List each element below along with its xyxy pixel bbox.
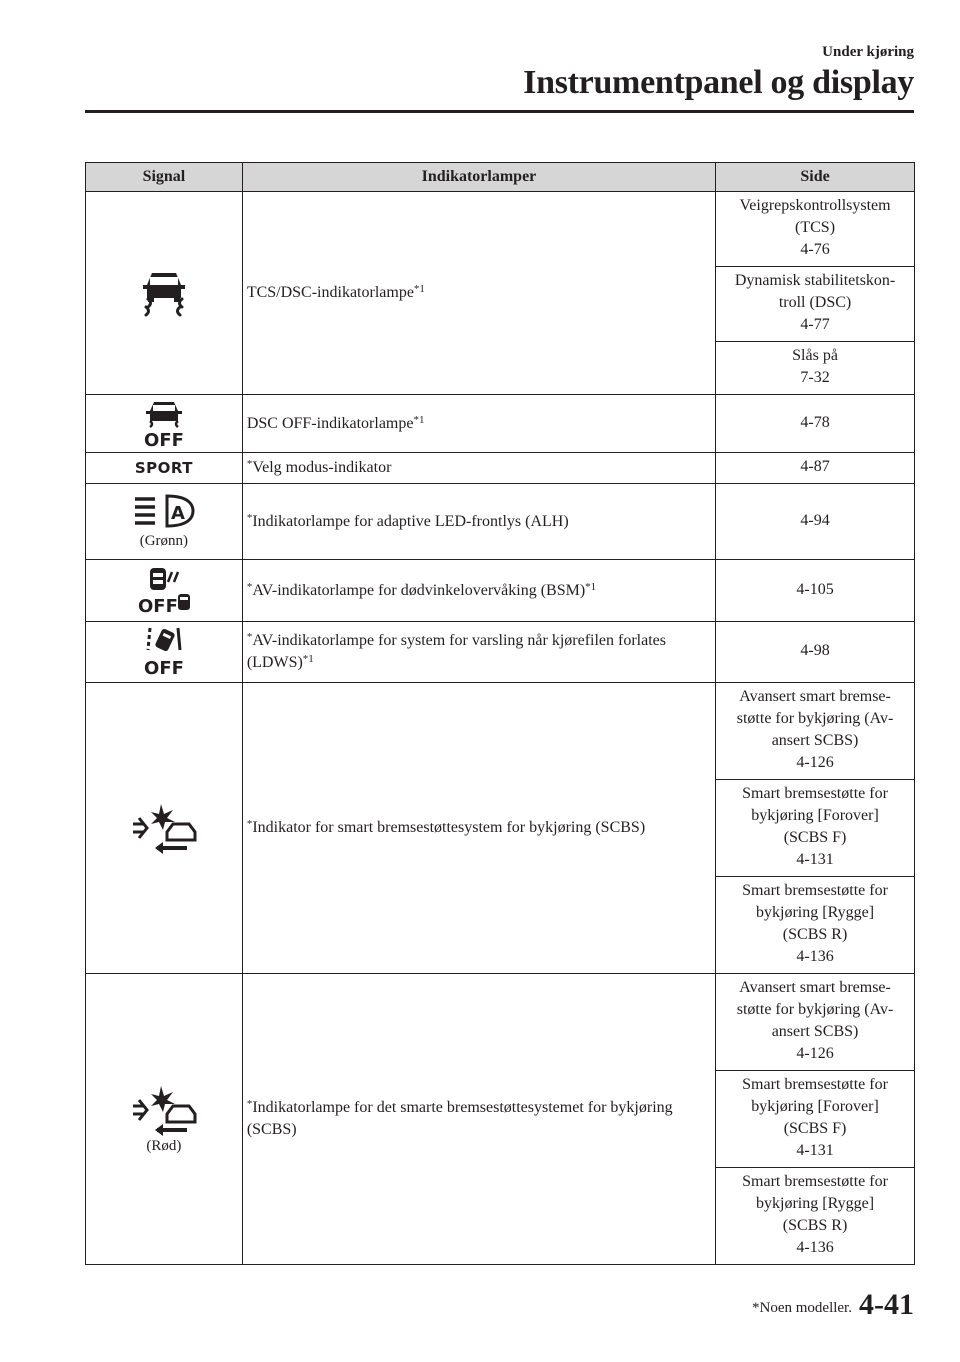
indicator-name: AV-indikatorlampe for system for varsling når kjørefilen forlates (LDWS) bbox=[246, 632, 666, 671]
indicator-name: DSC OFF-indikatorlampe bbox=[246, 414, 414, 432]
footnote-models: *Noen modeller. bbox=[752, 1300, 852, 1316]
indicator-cell bbox=[242, 192, 715, 395]
indicator-cell bbox=[242, 484, 715, 560]
side-cell bbox=[716, 877, 915, 974]
signal-color-label: (Rød) bbox=[146, 1137, 182, 1154]
svg-text:OFF: OFF bbox=[143, 658, 184, 678]
page-reference: Smart bremsestøtte for bykjøring [Forover] (SCBS F) 4-131 bbox=[742, 785, 888, 868]
side-cell bbox=[716, 1071, 915, 1168]
model-mark: * bbox=[246, 580, 253, 593]
indicator-name: Indikatorlampe for det smarte bremsestøttesystemet for bykjøring (SCBS) bbox=[246, 1099, 673, 1138]
footnote-mark: *1 bbox=[413, 283, 425, 295]
signal-cell bbox=[86, 395, 243, 453]
svg-text:A: A bbox=[170, 503, 185, 524]
side-cell bbox=[716, 974, 915, 1071]
indicator-name: TCS/DSC-indikatorlampe bbox=[246, 284, 414, 301]
signal-cell bbox=[86, 192, 243, 395]
indicator-cell bbox=[242, 974, 715, 1265]
page-reference: Smart bremsestøtte for bykjøring [Forover] (SCBS F) 4-131 bbox=[742, 1076, 888, 1159]
table-row bbox=[86, 622, 915, 683]
page-reference: Smart bremsestøtte for bykjøring [Rygge] (SCBS R) 4-136 bbox=[742, 1173, 888, 1256]
page-reference: 4-87 bbox=[800, 458, 830, 475]
page-reference: Smart bremsestøtte for bykjøring [Rygge] (SCBS R) 4-136 bbox=[742, 882, 888, 965]
page-title: Instrumentpanel og display bbox=[523, 64, 914, 101]
table-row bbox=[86, 484, 915, 560]
footnote-mark: *1 bbox=[302, 653, 314, 665]
scbs-icon bbox=[127, 802, 201, 854]
table-header-row bbox=[86, 163, 915, 192]
indicator-cell bbox=[242, 622, 715, 683]
side-cell bbox=[716, 395, 915, 453]
footnote-mark: *1 bbox=[585, 580, 597, 593]
model-mark: * bbox=[246, 631, 253, 643]
column-header: Side bbox=[716, 163, 915, 192]
side-cell bbox=[716, 560, 915, 622]
page-reference: Slås på 7-32 bbox=[792, 347, 838, 386]
indicator-cell bbox=[242, 453, 715, 484]
side-cell bbox=[716, 484, 915, 560]
signal-cell bbox=[86, 683, 243, 974]
footnote-mark: *1 bbox=[413, 413, 425, 426]
table-row bbox=[86, 453, 915, 484]
model-mark: * bbox=[246, 511, 253, 524]
model-mark: * bbox=[246, 458, 253, 470]
dsc-off-icon bbox=[136, 400, 192, 448]
signal-color-label: (Grønn) bbox=[139, 533, 189, 549]
svg-text:OFF: OFF bbox=[137, 595, 178, 616]
side-cell bbox=[716, 683, 915, 780]
indicator-cell bbox=[242, 683, 715, 974]
model-mark: * bbox=[246, 1098, 253, 1110]
indicator-name: Indikator for smart bremsestøttesystem for bykjøring (SCBS) bbox=[252, 819, 646, 836]
page-reference: Dynamisk stabilitetskon- troll (DSC) 4-77 bbox=[734, 272, 896, 333]
sport-icon: SPORT bbox=[134, 458, 193, 477]
page-reference: 4-78 bbox=[800, 413, 830, 431]
header-rule bbox=[85, 110, 914, 113]
tcs-dsc-icon bbox=[136, 267, 192, 319]
page-number: 4-41 bbox=[859, 1288, 914, 1321]
table-row bbox=[86, 683, 915, 780]
page-reference: 4-105 bbox=[796, 580, 834, 598]
model-mark: * bbox=[246, 818, 253, 830]
indicator-name: AV-indikatorlampe for dødvinkelovervåking (BSM) bbox=[252, 581, 586, 599]
column-header: Indikatorlamper bbox=[242, 163, 715, 192]
side-cell bbox=[716, 192, 915, 267]
ldws-off-icon bbox=[136, 626, 192, 678]
page-reference: 4-98 bbox=[800, 642, 830, 659]
table-row bbox=[86, 395, 915, 453]
signal-cell bbox=[86, 484, 243, 560]
table-row bbox=[86, 974, 915, 1071]
table-row bbox=[86, 560, 915, 622]
signal-cell bbox=[86, 622, 243, 683]
scbs-red-icon bbox=[127, 1084, 201, 1136]
section-label: Under kjøring bbox=[822, 44, 914, 60]
side-cell bbox=[716, 1168, 915, 1265]
page-reference: Avansert smart bremse- støtte for bykjøring (Av- ansert SCBS) 4-126 bbox=[736, 688, 894, 771]
signal-cell bbox=[86, 974, 243, 1265]
indicator-name: Velg modus-indikator bbox=[252, 459, 392, 476]
svg-text:OFF: OFF bbox=[143, 429, 184, 448]
signal-cell bbox=[86, 453, 243, 484]
indicator-name: Indikatorlampe for adaptive LED-frontlys (ALH) bbox=[252, 512, 569, 530]
side-cell bbox=[716, 622, 915, 683]
side-cell bbox=[716, 342, 915, 395]
side-cell bbox=[716, 780, 915, 877]
page-reference: Avansert smart bremse- støtte for bykjøring (Av- ansert SCBS) 4-126 bbox=[736, 979, 894, 1062]
indicator-table bbox=[85, 162, 915, 1265]
side-cell bbox=[716, 267, 915, 342]
side-cell bbox=[716, 453, 915, 484]
signal-cell bbox=[86, 560, 243, 622]
page-reference: 4-94 bbox=[800, 511, 830, 529]
indicator-cell bbox=[242, 560, 715, 622]
table-row bbox=[86, 192, 915, 267]
bsm-off-icon bbox=[134, 566, 194, 616]
page-reference: Veigrepskontrollsystem (TCS) 4-76 bbox=[739, 197, 891, 258]
indicator-cell bbox=[242, 395, 715, 453]
alh-icon bbox=[129, 493, 199, 531]
column-header: Signal bbox=[86, 163, 243, 192]
